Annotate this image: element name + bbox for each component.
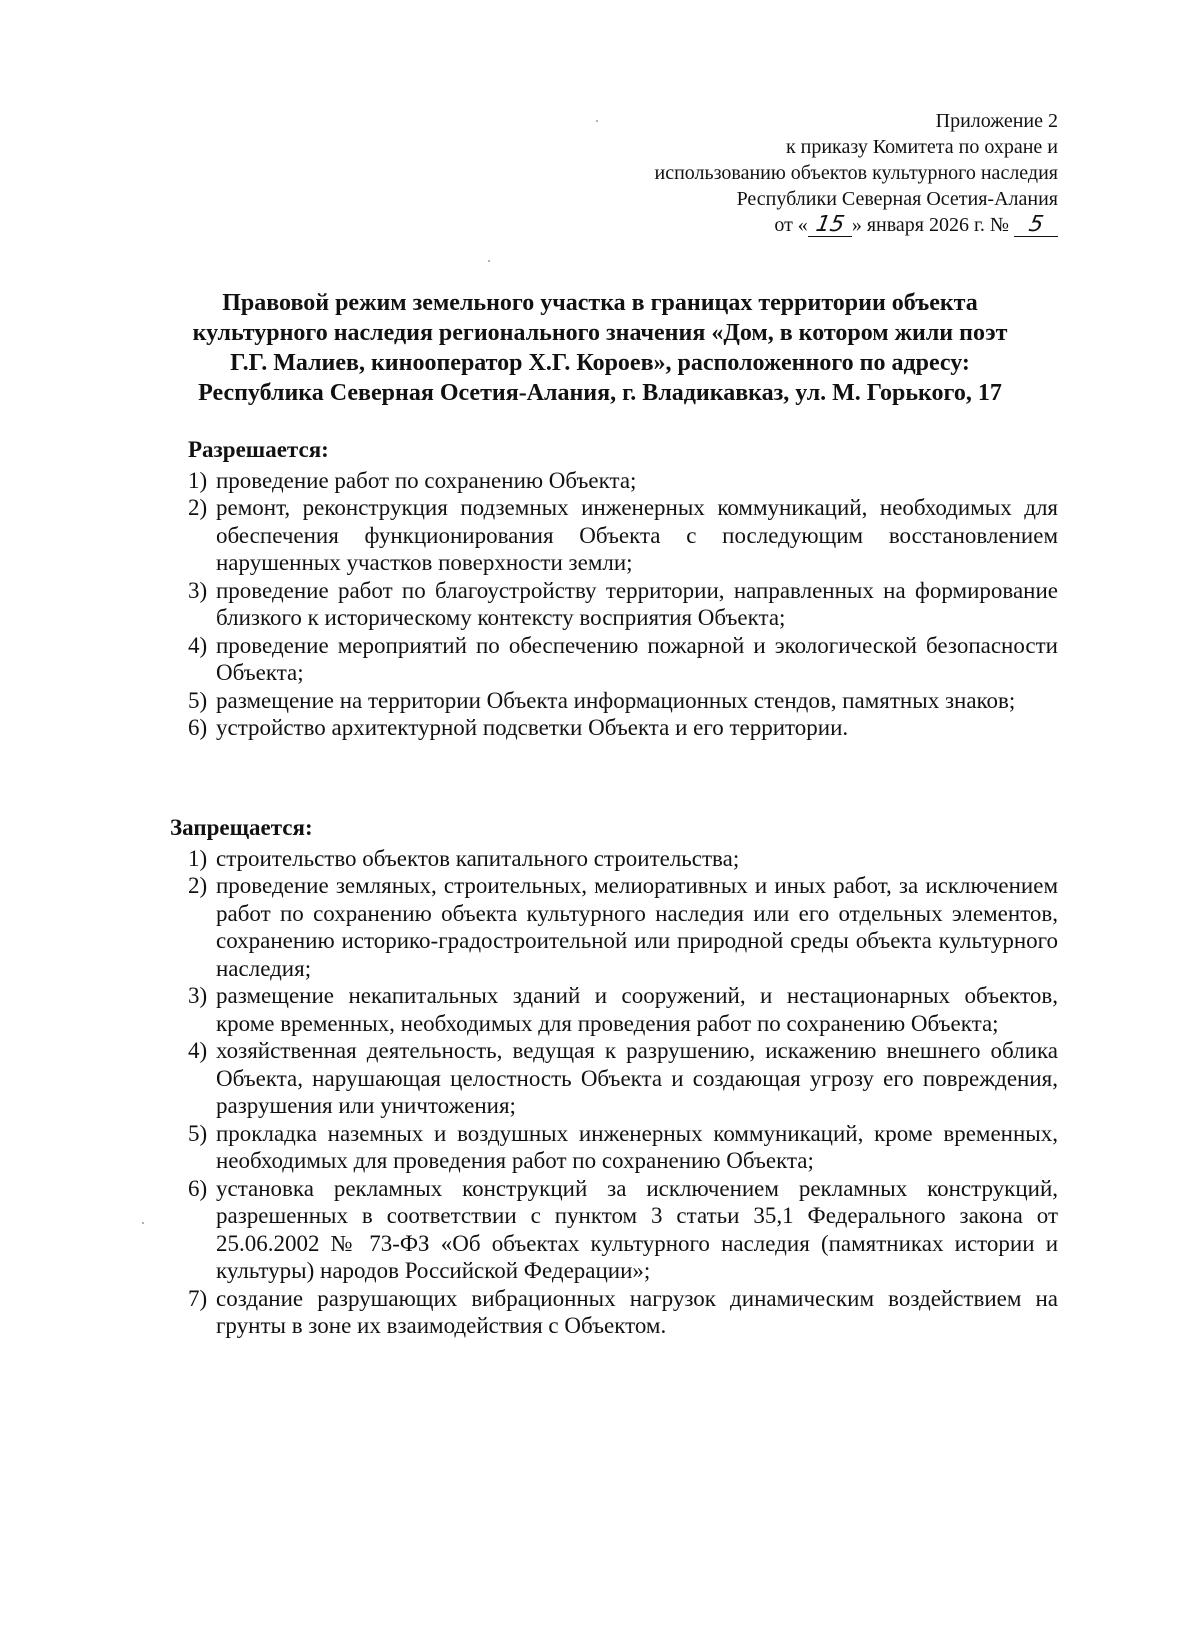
- allowed-item-3: [188, 577, 1058, 632]
- appendix-line-3: использованию объектов культурного наследия: [654, 162, 1058, 184]
- scan-speck: [596, 120, 598, 122]
- title-line-4: Республика Северная Осетия-Алания, г. Владикавказ, ул. М. Горького, 17: [198, 380, 1002, 406]
- item-number: 3): [188, 577, 208, 603]
- appendix-date-line: [655, 212, 1059, 238]
- appendix-block: [655, 108, 1059, 238]
- order-number-field: [1014, 214, 1058, 237]
- item-text: проведение земляных, строительных, мелиоративных и иных работ, за исключением работ по сохранению объекта культурного наследия или его отдельных элементов, сохранению историко-градостроительной или природной среды объекта культурного наследия;: [216, 873, 1058, 981]
- item-text: установка рекламных конструкций за исключением рекламных конструкций, разрешенных в соответствии с пунктом 3 статьи 35,1 Федерального закона от 25.06.2002 № 73-ФЗ «Об объектах культурного наследия (памятниках истории и культуры) народов Российской Федерации»;: [216, 1175, 1058, 1283]
- allowed-heading: Разрешается:: [188, 437, 329, 462]
- title-line-2: культурного наследия регионального значения «Дом, в котором жили поэт: [192, 320, 1008, 346]
- date-suffix: » января 2026 г. №: [851, 214, 1009, 236]
- title-line-3: Г.Г. Малиев, кинооператор Х.Г. Короев», расположенного по адресу:: [230, 350, 970, 376]
- item-number: 6): [188, 1175, 208, 1201]
- forbidden-item-5: [188, 1120, 1058, 1175]
- scan-speck: [142, 1222, 144, 1224]
- forbidden-item-2: [188, 872, 1058, 982]
- item-number: 5): [188, 687, 208, 713]
- item-text: хозяйственная деятельность, ведущая к разрушению, искажению внешнего облика Объекта, нарушающая целостность Объекта и создающая угрозу его повреждения, разрушения или уничтожения;: [216, 1038, 1058, 1118]
- item-text: размещение некапитальных зданий и сооружений, и нестационарных объектов, кроме временных, необходимых для проведения работ по сохранению Объекта;: [216, 983, 1058, 1036]
- item-number: 1): [188, 845, 208, 871]
- forbidden-item-3: [188, 982, 1058, 1037]
- item-number: 6): [188, 715, 208, 740]
- forbidden-item-1: [188, 845, 1058, 873]
- forbidden-item-7: [188, 1285, 1058, 1340]
- item-text: устройство архитектурной подсветки Объекта и его территории.: [216, 715, 849, 740]
- allowed-item-4: [188, 632, 1058, 687]
- item-text: проведение мероприятий по обеспечению пожарной и экологической безопасности Объекта;: [216, 632, 1058, 685]
- date-day-handwritten: 15: [813, 212, 847, 237]
- forbidden-list: [188, 845, 1058, 1340]
- item-text: размещение на территории Объекта информационных стендов, памятных знаков;: [216, 687, 1016, 713]
- forbidden-item-4: [188, 1037, 1058, 1120]
- appendix-line-1: Приложение 2: [935, 110, 1058, 132]
- item-text: прокладка наземных и воздушных инженерных коммуникаций, кроме временных, необходимых для проведения работ по сохранению Объекта;: [216, 1120, 1058, 1173]
- item-number: 3): [188, 983, 208, 1008]
- item-number: 4): [188, 1038, 208, 1063]
- forbidden-item-6: [188, 1175, 1058, 1285]
- allowed-item-2: [188, 494, 1058, 577]
- allowed-item-6: [188, 714, 1058, 742]
- allowed-section: [188, 436, 1058, 742]
- allowed-item-1: [188, 467, 1058, 495]
- appendix-line-4: Республики Северная Осетия-Алания: [736, 188, 1058, 210]
- document-title: [150, 288, 1050, 408]
- item-text: ремонт, реконструкция подземных инженерных коммуникаций, необходимых для обеспечения функционирования Объекта с последующим восстановлением нарушенных участков поверхности земли;: [216, 495, 1058, 575]
- item-number: 1): [188, 467, 208, 493]
- forbidden-section: [170, 814, 1058, 1340]
- title-line-1: Правовой режим земельного участка в границах территории объекта: [222, 290, 978, 316]
- item-text: создание разрушающих вибрационных нагрузок динамическим воздействием на грунты в зоне их взаимодействия с Объектом.: [216, 1285, 1058, 1338]
- date-day-field: [808, 214, 852, 237]
- allowed-list: [188, 467, 1058, 742]
- date-prefix: от «: [774, 214, 808, 236]
- allowed-item-5: [188, 687, 1058, 715]
- item-text: проведение работ по благоустройству территории, направленных на формирование близкого к историческому контексту восприятия Объекта;: [216, 577, 1058, 630]
- item-number: 7): [188, 1285, 208, 1311]
- forbidden-heading: Запрещается:: [170, 815, 313, 840]
- item-number: 5): [188, 1120, 208, 1146]
- item-text: строительство объектов капитального строительства;: [216, 845, 740, 871]
- item-number: 4): [188, 632, 208, 658]
- order-number-handwritten: 5: [1026, 212, 1046, 237]
- appendix-line-2: к приказу Комитета по охране и: [785, 136, 1058, 158]
- item-text: проведение работ по сохранению Объекта;: [216, 467, 637, 493]
- item-number: 2): [188, 873, 208, 898]
- scan-speck: [488, 260, 490, 262]
- item-number: 2): [188, 495, 208, 520]
